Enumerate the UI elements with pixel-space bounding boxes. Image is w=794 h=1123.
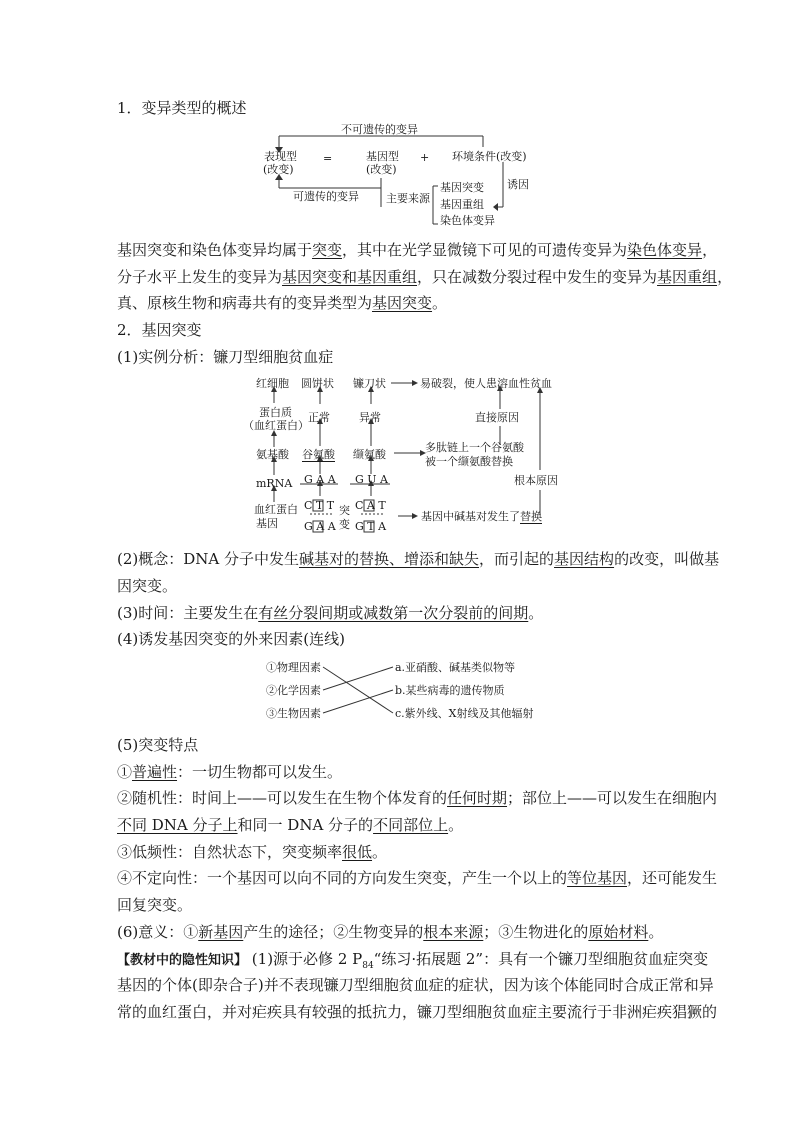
mutation-label-1: 突 (339, 504, 350, 517)
genotype-sub: (改变) (366, 163, 397, 176)
aa-note-1: 多肽链上一个谷氨酸 (425, 441, 524, 454)
dna-mutant-top: C A T (355, 499, 386, 512)
round-shape-label: 圆饼状 (301, 377, 334, 390)
phenotype-label: 表现型 (264, 150, 297, 163)
section-2-1: (1)实例分析：镰刀型细胞贫血症 (117, 348, 334, 366)
induce-label: 诱因 (507, 178, 529, 191)
mrna-label: mRNA (256, 477, 293, 490)
red-blood-cell-label: 红细胞 (256, 377, 289, 390)
answer-common: 基因突变 (372, 294, 433, 312)
dna-mutant-bottom: G T A (355, 520, 387, 533)
non-heritable-label: 不可遗传的变异 (341, 123, 418, 136)
answer-root-source: 根本来源 (423, 923, 484, 941)
hidden-knowledge-tag: 【教材中的隐性知识】 (117, 953, 248, 968)
answer-recombination: 基因重组 (657, 268, 718, 286)
feature-universality: ①普遍性：一切生物都可以发生。 (117, 763, 343, 781)
factor-physical: ①物理因素 (266, 661, 321, 674)
abnormal-label: 异常 (359, 411, 381, 424)
answer-mutation: 突变 (312, 241, 343, 259)
answer-chromosome-variation: 染色体变异 (627, 241, 703, 259)
feature-randomness-line1: ②随机性：时间上——可以发生在生物个体发育的任何时期；部位上——可以发生在细胞内 (117, 789, 718, 807)
gene-label-1: 血红蛋白 (254, 503, 298, 516)
heritable-label: 可遗传的变异 (293, 190, 359, 203)
answer-any-time: 任何时期 (447, 789, 508, 807)
feature-low-frequency: ③低频性：自然状态下，突变频率很低。 (117, 843, 388, 861)
genotype-label: 基因型 (366, 150, 399, 163)
answer-gene-structure: 基因结构 (554, 550, 615, 568)
equals-sign: = (323, 152, 333, 165)
aa-note-2: 被一个缬氨酸替换 (425, 455, 513, 468)
source-chromosome: 染色体变异 (440, 214, 495, 227)
codon-mutant: G U A (355, 473, 388, 486)
section-2-title: 2．基因突变 (117, 321, 202, 339)
hidden-knowledge-line1: 【教材中的隐性知识】 (1)源于必修 2 $P_{84}“$练习·拓展题 2”：具有一个镰刀型细胞贫血症突变 (117, 950, 709, 971)
factor-biological: ③生物因素 (266, 707, 321, 720)
answer-raw-material: 原始材料 (588, 923, 649, 941)
option-b: b.某些病毒的遗传物质 (395, 684, 505, 697)
plus-sign: + (420, 151, 430, 164)
feature-nondirectional-line2: 回复突变。 (117, 896, 193, 914)
dna-normal-bottom: G A A (304, 520, 336, 533)
dna-normal-top: C T T (304, 499, 335, 512)
direct-cause-label: 直接原因 (475, 411, 519, 424)
codon-normal: G A A (304, 473, 336, 486)
result-label: 易破裂，使人患溶血性贫血 (420, 377, 552, 390)
time-line: (3)时间：主要发生在有丝分裂间期或减数第一次分裂前的间期。 (117, 604, 544, 622)
answer-new-gene: 新基因 (198, 923, 244, 941)
mutation-label-2: 变 (339, 518, 350, 531)
phenotype-sub: (改变) (263, 163, 294, 176)
main-source-label: 主要来源 (386, 192, 430, 205)
concept-line1: (2)概念：DNA 分子中发生碱基对的替换、增添和缺失，而引起的基因结构的改变，叫做基 (117, 550, 720, 568)
significance-line: (6)意义：①新基因产生的途径；②生物变异的根本来源；③生物进化的原始材料。 (117, 923, 664, 941)
features-title: (5)突变特点 (117, 736, 199, 754)
para1-line3: 真、原核生物和病毒共有的变异类型为基因突变。 (117, 294, 448, 312)
gene-label-2: 基因 (256, 517, 278, 530)
answer-universality: 普遍性 (132, 763, 178, 781)
hidden-knowledge-line2: 基因的个体(即杂合子)并不表现镰刀型细胞贫血症的症状，因为该个体能同时合成正常和异 (117, 976, 714, 994)
root-cause-label: 根本原因 (514, 474, 558, 487)
answer-base-pair-changes: 碱基对的替换、增添和缺失 (299, 550, 480, 568)
answer-interphase: 有丝分裂间期或减数第一次分裂前的间期 (258, 604, 529, 622)
answer-molecular: 基因突变和基因重组 (282, 268, 418, 286)
source-gene-mutation: 基因突变 (440, 181, 484, 194)
para1-line1: 基因突变和染色体变异均属于突变，其中在光学显微镜下可见的可遗传变异为染色体变异， (117, 241, 718, 259)
normal-label: 正常 (308, 411, 330, 424)
protein-label: 蛋白质 (259, 406, 292, 419)
environment-label: 环境条件(改变) (452, 150, 527, 163)
answer-different-dna: 不同 DNA 分子上 (117, 816, 238, 834)
glutamate-label: 谷氨酸 (302, 448, 335, 461)
answer-very-low: 很低 (342, 843, 373, 861)
gene-note: 基因中碱基对发生了替换 (421, 510, 542, 523)
amino-acid-label: 氨基酸 (256, 448, 289, 461)
concept-line2: 因突变。 (117, 577, 178, 595)
option-a: a.亚硝酸、碱基类似物等 (395, 661, 516, 674)
factor-chemical: ②化学因素 (266, 684, 321, 697)
sickle-shape-label: 镰刀状 (353, 377, 386, 390)
feature-nondirectional-line1: ④不定向性：一个基因可以向不同的方向发生突变，产生一个以上的等位基因，还可能发生 (117, 869, 718, 887)
valine-label: 缬氨酸 (353, 448, 386, 461)
feature-randomness-line2: 不同 DNA 分子上和同一 DNA 分子的不同部位上。 (117, 816, 464, 834)
answer-different-sites: 不同部位上 (373, 816, 449, 834)
option-c: c.紫外线、X射线及其他辐射 (395, 707, 534, 720)
para1-line2: 分子水平上发生的变异为基因突变和基因重组，只在减数分裂过程中发生的变异为基因重组， (117, 268, 733, 286)
source-recombination: 基因重组 (440, 198, 484, 211)
hemoglobin-label: （血红蛋白） (243, 419, 309, 432)
factors-title: (4)诱发基因突变的外来因素(连线) (117, 630, 345, 648)
hidden-knowledge-line3: 常的血红蛋白，并对疟疾具有较强的抵抗力，镰刀型细胞贫血症主要流行于非洲疟疾猖獗的 (117, 1003, 718, 1021)
section-1-title: 1．变异类型的概述 (117, 99, 247, 117)
answer-allele: 等位基因 (567, 869, 628, 887)
